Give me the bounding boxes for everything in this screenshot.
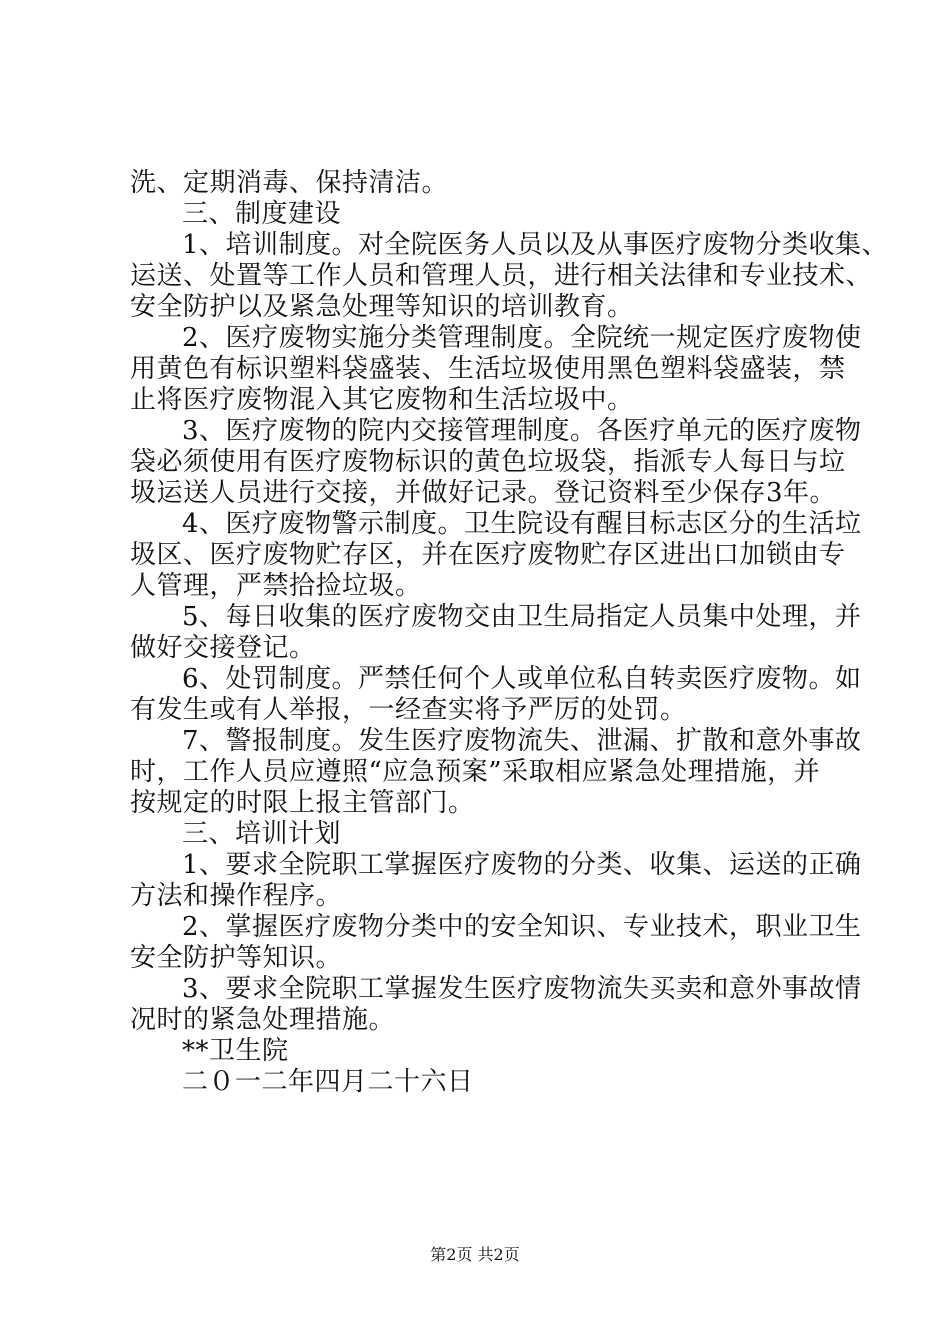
text-line: 洗、定期消毒、保持清洁。 bbox=[130, 168, 449, 198]
text-line: **卫生院 bbox=[182, 1036, 289, 1066]
text-line: 圾运送人员进行交接，并做好记录。登记资料至少保存3年。 bbox=[130, 478, 837, 508]
text-line: 袋必须使用有医疗废物标识的黄色垃圾袋，指派专人每日与垃 bbox=[130, 447, 846, 477]
text-line: 止将医疗废物混入其它废物和生活垃圾中。 bbox=[130, 385, 634, 415]
text-line: 1、培训制度。对全院医务人员以及从事医疗废物分类收集、 bbox=[182, 230, 889, 260]
text-line: 安全防护以及紧急处理等知识的培训教育。 bbox=[130, 292, 634, 322]
text-line: 安全防护等知识。 bbox=[130, 943, 343, 973]
text-line: 按规定的时限上报主管部门。 bbox=[130, 788, 475, 818]
text-line: 人管理，严禁拾捡垃圾。 bbox=[130, 571, 422, 601]
text-line: 5、每日收集的医疗废物交由卫生局指定人员集中处理，并 bbox=[182, 602, 862, 632]
text-line: 做好交接登记。 bbox=[130, 633, 316, 663]
text-line: 有发生或有人举报，一经查实将予严厉的处罚。 bbox=[130, 695, 687, 725]
document-body bbox=[130, 168, 889, 1098]
text-line: 2、掌握医疗废物分类中的安全知识、专业技术，职业卫生 bbox=[182, 912, 862, 942]
text-line: 况时的紧急处理措施。 bbox=[130, 1005, 396, 1035]
text-line: 用黄色有标识塑料袋盛装、生活垃圾使用黑色塑料袋盛装，禁 bbox=[130, 354, 846, 384]
text-line: 4、医疗废物警示制度。卫生院设有醒目标志区分的生活垃 bbox=[182, 509, 862, 539]
text-line: 三、制度建设 bbox=[182, 199, 342, 229]
text-line: 方法和操作程序。 bbox=[130, 881, 343, 911]
text-line: 6、处罚制度。严禁任何个人或单位私自转卖医疗废物。如 bbox=[182, 664, 862, 694]
text-line: 7、警报制度。发生医疗废物流失、泄漏、扩散和意外事故 bbox=[182, 726, 862, 756]
text-line: 3、要求全院职工掌握发生医疗废物流失买卖和意外事故情 bbox=[182, 974, 862, 1004]
text-line: 三、培训计划 bbox=[182, 819, 342, 849]
text-line: 时，工作人员应遵照“应急预案”采取相应紧急处理措施，并 bbox=[130, 757, 821, 787]
text-line: 3、医疗废物的院内交接管理制度。各医疗单元的医疗废物 bbox=[182, 416, 862, 446]
page-footer: 第2页 共2页 bbox=[430, 1245, 520, 1264]
text-line: 运送、处置等工作人员和管理人员，进行相关法律和专业技术、 bbox=[130, 261, 873, 291]
text-line: 二０一二年四月二十六日 bbox=[182, 1067, 474, 1097]
text-line: 圾区、医疗废物贮存区，并在医疗废物贮存区进出口加锁由专 bbox=[130, 540, 846, 570]
text-line: 2、医疗废物实施分类管理制度。全院统一规定医疗废物使 bbox=[182, 323, 862, 353]
text-line: 1、要求全院职工掌握医疗废物的分类、收集、运送的正确 bbox=[182, 850, 862, 880]
